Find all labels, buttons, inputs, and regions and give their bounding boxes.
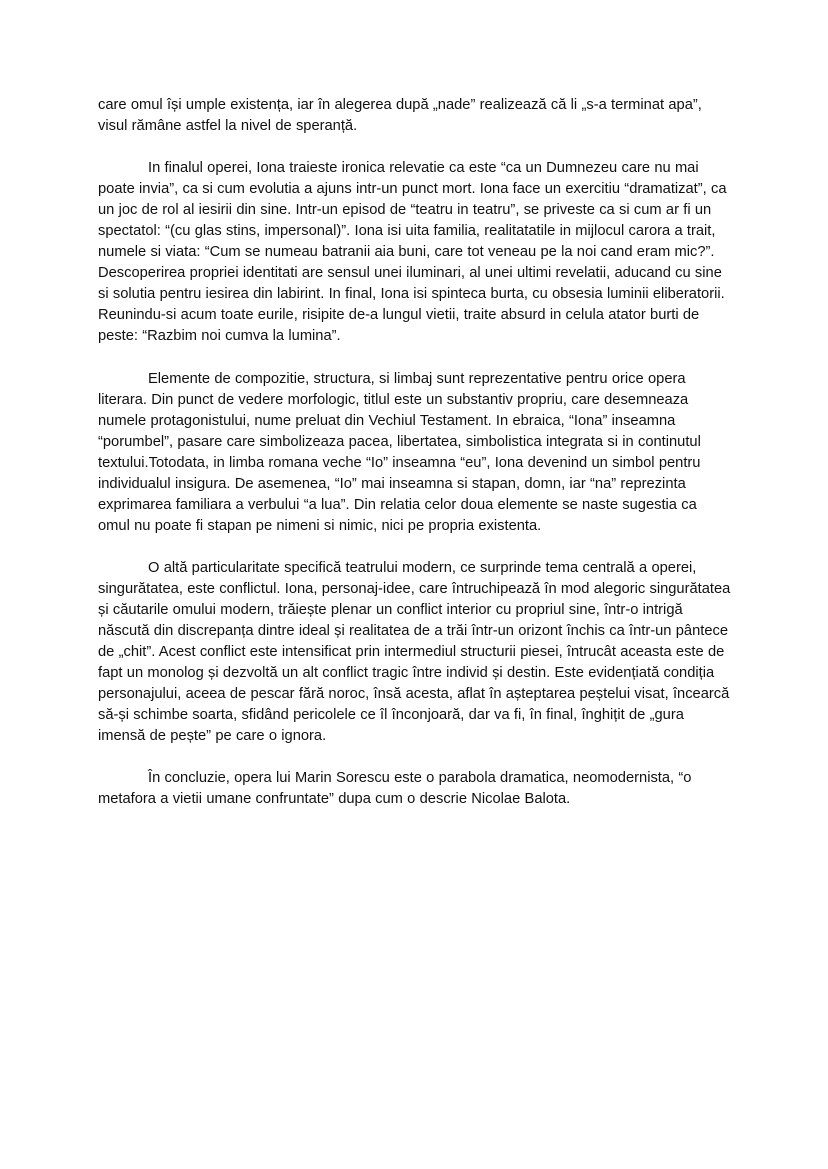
paragraph-elemente-compozitie: Elemente de compozitie, structura, si limbaj sunt reprezentative pentru orice opera literara. Din punct de vedere morfologic, titlul este un substantiv propriu, care desemneaza numele protagonistului, nume preluat din Vechiul Testament. In ebraica, “Iona” inseamna “porumbel”, pasare care simbolizeaza pacea, libertatea, simbolistica integrata si in continutul textului.Totodata, in limba romana veche “Io” inseamna “eu”, Iona devenind un simbol pentru individualul insigura. De asemenea, “Io” mai inseamna si stapan, domn, iar “na” reprezinta exprimarea familiara a verbului “a lua”. Din relatia celor doua elemente se naste sugestia ca omul nu poate fi stapan pe nimeni si nimic, nici pe propria existenta. bbox=[98, 371, 701, 534]
paragraph-particularitate-conflict: O altă particularitate specifică teatrului modern, ce surprinde tema centrală a operei, singurătatea, este conflictul. Iona, personaj-idee, care întruchipează în mod alegoric singurătatea și căutarile omului modern, trăiește plenar un conflict interior cu propriul sine, într-o intrigă născută din discrepanța dintre ideal și realitatea de a trăi într-un orizont închis ca într-un pântece de „chit”. Acest conflict este intensificat prin intermediul structurii piesei, întrucât aceasta este de fapt un monolog și dezvoltă un alt conflict tragic între individ și destin. Este evidențiată condiția personajului, aceea de pescar fără noroc, însă acesta, aflat în așteptarea peștelui visat, încearcă să-și schimbe soarta, sfidând pericolele ce îl înconjoară, dar va fi, în final, înghițit de „gura imensă de pește” pe care o ignora. bbox=[98, 560, 731, 744]
paragraph-final-operei: In finalul operei, Iona traieste ironica relevatie ca este “ca un Dumnezeu care nu mai poate invia”, ca si cum evolutia a ajuns intr-un punct mort. Iona face un exercitiu “dramatizat”, ca un joc de rol al iesirii din sine. Intr-un episod de “teatru in teatru”, se priveste ca si cum ar fi un spectatol: “(cu glas stins, impersonal)”. Iona isi uita familia, realitatatile in mijlocul carora a trait, numele si viata: “Cum se numeau batranii aia buni, care tot veneau pe la noi cand eram mic?”. Descoperirea propriei identitati are sensul unei iluminari, al unei ultimi revelatii, aducand cu sine si solutia pentru iesirea din labirint. In final, Iona isi spinteca burta, cu obsesia luminii eliberatorii. Reunindu-si acum toate eurile, risipite de-a lungul vietii, traite absurd in celula atator burti de peste: “Razbim noi cumva la lumina”. bbox=[98, 160, 727, 344]
paragraph-continuation: care omul își umple existența, iar în alegerea după „nade” realizează că li „s-a terminat apa”, visul rămâne astfel la nivel de speranță. bbox=[98, 97, 702, 134]
paragraph-concluzie: În concluzie, opera lui Marin Sorescu este o parabola dramatica, neomodernista, “o metafora a vietii umane confruntate” dupa cum o descrie Nicolae Balota. bbox=[98, 770, 692, 807]
